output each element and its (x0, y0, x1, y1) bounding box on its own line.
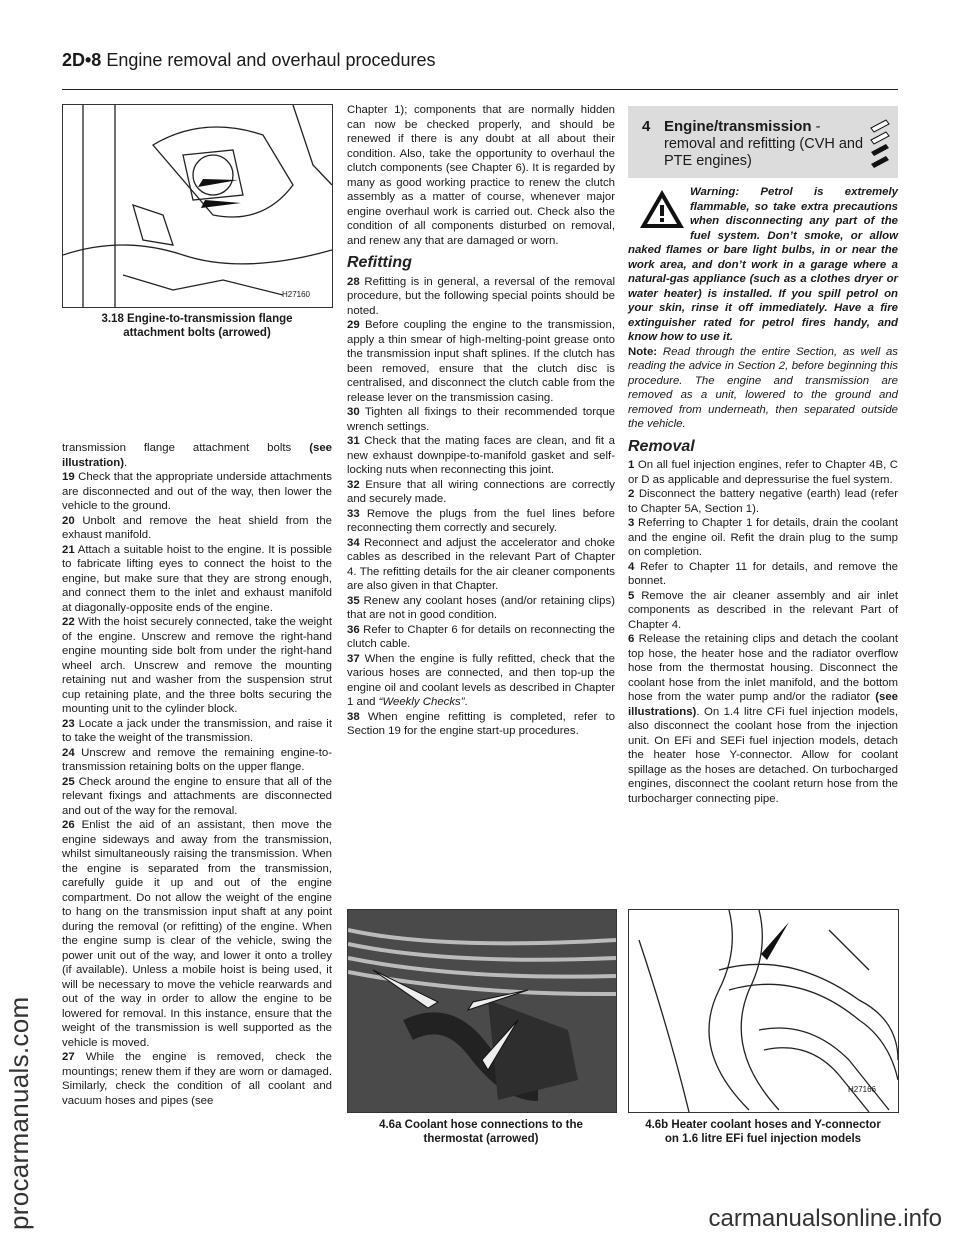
column-2 (347, 103, 615, 739)
step-text: Remove the plugs from the fuel lines before reconnecting them correctly and securely. (347, 507, 616, 534)
step-text: Tighten all fixings to their recommended torque wrench settings. (347, 406, 615, 433)
step-37 (347, 652, 615, 710)
step-text: Release the retaining clips and detach the coolant top hose, the heater hose and the radiator overflow hose from the thermostat housing. Disconnect the coolant hose from the inlet manifold, and the bottom hose from the water pump and/or the radiator (628, 633, 899, 703)
figure-4-6b (628, 909, 899, 1113)
step-text: Refer to Chapter 11 for details, and remove the bonnet. (628, 560, 898, 587)
step-19 (62, 470, 332, 514)
caption-4-6b-line1: 4.6b Heater coolant hoses and Y-connector (645, 1119, 881, 1131)
step-number: 3 (628, 517, 635, 529)
step-number: 22 (62, 616, 75, 628)
caption-3-18-line2: attachment bolts (arrowed) (123, 327, 271, 339)
footer-watermark: carmanualsonline.info (708, 1205, 942, 1232)
step-number: 31 (347, 435, 360, 447)
step-21 (62, 543, 332, 616)
figure-4-6a (347, 909, 617, 1113)
step-text: Remove the air cleaner assembly and air inlet components as described in the relevant Part of Chapter 4. (628, 589, 898, 631)
step-6-end: . On 1.4 litre CFi fuel injection models, also disconnect the coolant hose from the injection unit. On EFi and SEFi fuel injection models, detach the heater hose Y-connector. Allow for coolant spillage as the hoses are detached. On turbocharged engines, disconnect the coolant return hose from the turbocharger connecting pipe. (628, 705, 898, 805)
step-3 (628, 516, 898, 560)
step-24 (62, 746, 332, 775)
step-text: On all fuel injection engines, refer to Chapter 4B, C or D as applicable and depressurise the fuel system. (628, 459, 899, 486)
step-number: 5 (628, 589, 635, 602)
step-number: 1 (628, 459, 635, 471)
note-body: Read through the entire Section, as well as reading the advice in Section 2, before beginning this procedure. The engine and transmission are removed as a unit, lowered to the ground and removed from underneath, then separated outside the vehicle. (628, 345, 898, 430)
step-text: Check around the engine to ensure that all of the relevant fixings and attachments are disconnected and out of the way for the removal. (62, 775, 332, 817)
step-6 (628, 632, 898, 806)
page-header (62, 50, 436, 71)
difficulty-wrench-icon (868, 116, 892, 174)
step-number: 20 (62, 514, 75, 527)
step-number: 6 (628, 633, 635, 645)
step-text: Ensure that all wiring connections are correctly and securely made. (347, 478, 615, 505)
step-text: Enlist the aid of an assistant, then move the engine sideways and away from the transmission, whilst simultaneously raising the transmission. When the engine is separated from the transmission, carefully guide it up and out of the engine compartment. Do not allow the weight of the engine to hang on the transmission input shaft at any point during the removal (or refitting) of the engine. When the engine sump is clear of the vehicle, swing the power unit out of the way, and lower it onto a trolley (if available). Unless a mobile hoist is being used, it will be necessary to move the vehicle rearwards and out of the way in order to allow the engine to be lowered for removal. In this instance, ensure that the weight of the transmission is well supported as the vehicle is moved. (62, 819, 332, 1049)
col1-intro (62, 441, 332, 470)
step-number: 28 (347, 275, 360, 288)
step-37-end: . (464, 696, 468, 708)
step-number: 34 (347, 536, 360, 549)
step-text: When the engine is fully refitted, check that the various hoses are connected, and then top-up the engine oil and coolant levels as described in Chapter 1 and (347, 652, 615, 708)
step-30 (347, 405, 615, 434)
step-20 (62, 514, 332, 543)
step-text: Refitting is in general, a reversal of the removal procedure, but the following special points should be noted. (347, 275, 615, 317)
note-text (628, 345, 898, 432)
step-5 (628, 589, 898, 633)
col1-intro-text: transmission flange attachment bolts (62, 442, 310, 454)
caption-4-6a (347, 1118, 615, 1146)
step-number: 24 (62, 746, 75, 759)
column-3 (628, 185, 898, 806)
step-text: Before coupling the engine to the transmission, apply a thin smear of high-melting-point grease onto the transmission input shaft splines. If the clutch has been removed, ensure that the clutch disc is centralised, and disconnect the clutch cable from the release lever on the transmission casing. (347, 319, 615, 404)
step-number: 27 (62, 1051, 75, 1063)
step-text: Disconnect the battery negative (earth) lead (refer to Chapter 5A, Section 1). (628, 488, 898, 515)
step-23 (62, 717, 332, 746)
step-34 (347, 536, 615, 594)
step-2 (628, 487, 898, 516)
step-25 (62, 775, 332, 819)
step-text: Referring to Chapter 1 for details, drain the coolant and the engine oil. Refit the drain plug to the sump on completion. (628, 517, 898, 558)
section-title-bold: Engine/transmission (664, 118, 812, 135)
step-text: Reconnect and adjust the accelerator and choke cables as described in the relevant Part of Chapter 4. The refitting details for the air cleaner components are also given in that Chapter. (347, 536, 615, 592)
step-number: 25 (62, 775, 75, 788)
step-text: When engine refitting is completed, refer to Section 19 for the engine start-up procedures. (347, 710, 615, 737)
step-27 (62, 1050, 332, 1108)
col2-intro: Chapter 1); components that are normally hidden can now be checked properly, and should be renewed if there is any doubt at all about their condition. Also, take the opportunity to overhaul the clutch components (see Chapter 6). It is regarded by many as good working practice to renew the clutch assembly as a matter of course, whenever major engine overhaul work is carried out. Check also the condition of all components disturbed on removal, and renew any that are damaged or worn. (347, 104, 615, 247)
figure-3-18-code: H27160 (281, 290, 310, 299)
heading-removal: Removal (628, 437, 695, 455)
step-number: 2 (628, 488, 635, 500)
caption-4-6b (628, 1118, 898, 1146)
step-text: While the engine is removed, check the mountings; renew them if they are worn or damaged. Similarly, check the condition of all coolant and vacuum hoses and pipes (see (62, 1051, 332, 1107)
step-text: With the hoist securely connected, take the weight of the engine. Unscrew and remove the right-hand engine mounting side bolt from under the right-hand wheel arch. Unscrew and remove the mounting retaining nut and washer from the suspension strut cup retaining plate, and the three bolts securing the mounting unit to the cylinder block. (62, 616, 332, 715)
step-26 (62, 818, 332, 1050)
step-text: Attach a suitable hoist to the engine. It is possible to fabricate lifting eyes to connect the hoist to the engine, but make sure that they are strong enough, and connect them to the inlet and exhaust manifold at diagonally-opposite ends of the engine. (62, 543, 332, 614)
step-number: 19 (62, 471, 75, 483)
step-37-italic: “Weekly Checks” (378, 696, 465, 708)
caption-4-6b-line2: on 1.6 litre EFi fuel injection models (664, 1133, 862, 1145)
step-text: Refer to Chapter 6 for details on reconnecting the clutch cable. (347, 623, 615, 650)
step-35 (347, 594, 615, 623)
step-number: 35 (347, 594, 360, 607)
step-text: Unscrew and remove the remaining engine-to-transmission retaining bolts on the upper flange. (62, 746, 332, 773)
section-title (664, 118, 864, 170)
side-watermark: procarmanuals.com (4, 996, 34, 1230)
caption-3-18-line1: 3.18 Engine-to-transmission flange (101, 313, 293, 325)
step-text: Check that the mating faces are clean, and fit a new exhaust downpipe-to-manifold gasket and self-locking nuts when reconnecting this joint. (347, 435, 615, 476)
step-38 (347, 710, 615, 739)
heading-refitting: Refitting (347, 254, 412, 271)
step-text: Renew any coolant hoses (and/or retaining clips) that are not in good condition. (347, 594, 615, 621)
step-number: 33 (347, 507, 360, 520)
step-number: 26 (62, 819, 75, 831)
step-1 (628, 458, 898, 487)
step-number: 23 (62, 717, 75, 730)
col1-intro-bold: (see illustration) (62, 442, 332, 469)
figure-4-6b-drawing (629, 910, 898, 1112)
step-number: 38 (347, 710, 360, 723)
section-number: 4 (642, 118, 651, 135)
warning-body: Warning: Petrol is extremely flammable, so take extra precautions when disconnecting any part of the fuel system. Don’t smoke, or allow naked flames or bare light bulbs, in or near the work area, and don’t work in a garage where a natural-gas appliance (such as a clothes dryer or water heater) is installed. If you spill petrol on your skin, rinse it off immediately. Have a fire extinguisher rated for petrol fires handy, and know how to use it. (628, 186, 898, 343)
figure-4-6a-photo (348, 910, 616, 1112)
step-29 (347, 318, 615, 405)
caption-4-6a-line1: 4.6a Coolant hose connections to the (379, 1119, 583, 1131)
step-text: Unbolt and remove the heat shield from the exhaust manifold. (62, 514, 332, 541)
note-label: Note: (628, 345, 658, 358)
step-31 (347, 434, 615, 478)
step-number: 29 (347, 319, 360, 331)
step-4 (628, 560, 898, 589)
warning-icon-spacer (628, 185, 690, 241)
page-title: Engine removal and overhaul procedures (106, 50, 436, 70)
section-title-rest: - removal and refitting (CVH and PTE engines) (664, 119, 864, 169)
step-28 (347, 275, 615, 319)
figure-3-18 (62, 104, 333, 308)
step-33 (347, 507, 615, 536)
step-number: 32 (347, 478, 360, 491)
step-number: 36 (347, 623, 360, 636)
step-text: Locate a jack under the transmission, and raise it to take the weight of the transmission. (62, 717, 332, 744)
step-number: 30 (347, 406, 360, 418)
step-number: 21 (62, 543, 75, 556)
step-text: Check that the appropriate underside attachments are disconnected and out of the way, then lower the vehicle to the ground. (62, 471, 332, 512)
page-code: 2D•8 (62, 50, 102, 70)
step-number: 4 (628, 560, 635, 573)
warning-text (628, 185, 898, 345)
step-number: 37 (347, 652, 360, 665)
step-32 (347, 478, 615, 507)
section-4-header (628, 106, 898, 178)
col1-intro-end: . (124, 456, 128, 469)
caption-3-18 (62, 312, 332, 340)
column-1 (62, 441, 332, 1108)
step-6-bold: (see illustrations) (628, 691, 898, 718)
step-22 (62, 615, 332, 717)
figure-4-6b-code: H27166 (847, 1085, 876, 1094)
step-36 (347, 623, 615, 652)
caption-4-6a-line2: thermostat (arrowed) (423, 1133, 539, 1145)
header-rule (62, 89, 898, 90)
figure-3-18-drawing (63, 105, 332, 307)
